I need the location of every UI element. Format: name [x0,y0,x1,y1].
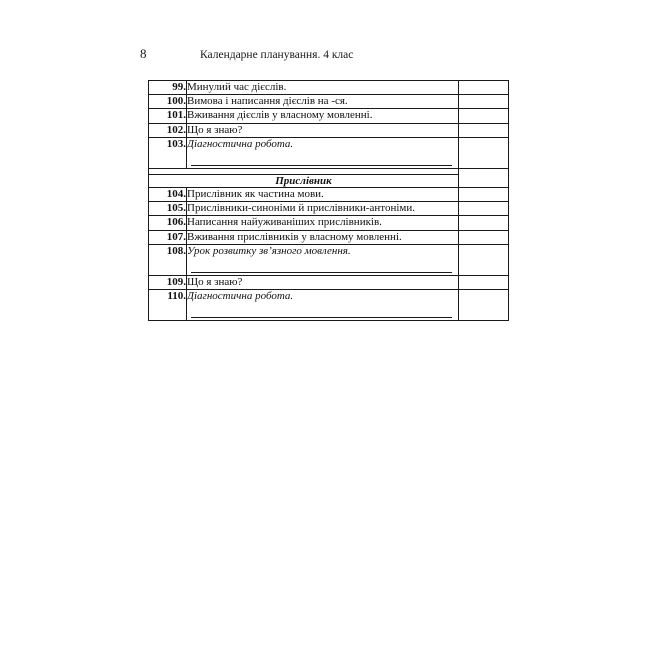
row-number: 104. [149,187,187,201]
row-topic-cell [187,290,459,321]
write-in-line [191,165,452,166]
row-number: 100. [149,95,187,109]
row-note [459,81,509,95]
row-number: 110. [149,290,187,321]
row-topic: Прислівник як частина мови. [187,187,459,201]
row-number: 102. [149,123,187,137]
row-note [459,230,509,244]
section-heading-note [459,174,509,187]
section-heading-row [149,174,509,187]
row-topic: Урок розвитку зв’язного мовлення. [187,244,351,257]
row-topic: Діагностична робота. [187,290,294,303]
page-header [140,46,510,64]
row-note [459,123,509,137]
table-row [149,187,509,201]
row-topic: Що я знаю? [187,123,459,137]
row-note [459,109,509,123]
row-topic: Вживання дієслів у власному мовленні. [187,109,459,123]
table-row [149,109,509,123]
table-row [149,137,509,168]
row-topic: Вимова і написання дієслів на -ся. [187,95,459,109]
row-number: 103. [149,137,187,168]
row-topic: Минулий час дієслів. [187,81,459,95]
write-in-line [191,272,452,273]
row-note [459,187,509,201]
row-number: 106. [149,216,187,230]
row-note [459,275,509,289]
table-row [149,81,509,95]
row-number: 105. [149,202,187,216]
row-note [459,95,509,109]
row-note [459,137,509,168]
row-topic: Діагностична робота. [187,137,294,150]
row-note [459,290,509,321]
page-number: 8 [140,46,147,61]
table-row [149,202,509,216]
row-number: 109. [149,275,187,289]
row-number: 99. [149,81,187,95]
row-topic-cell [187,244,459,275]
row-topic: Написання найуживаніших прислівників. [187,216,459,230]
row-topic: Прислівники-синоніми й прислівники-антоніми. [187,202,459,216]
table-row [149,123,509,137]
write-in-line [191,317,452,318]
table-row [149,244,509,275]
row-number: 108. [149,244,187,275]
table-row [149,95,509,109]
table-row [149,290,509,321]
table-body [149,81,509,321]
row-number: 107. [149,230,187,244]
row-note [459,202,509,216]
row-topic: Вживання прислівників у власному мовленні. [187,230,459,244]
row-topic-cell [187,137,459,168]
row-topic: Що я знаю? [187,275,459,289]
lesson-plan-table [148,80,509,321]
row-note [459,216,509,230]
table-row [149,216,509,230]
table-row [149,275,509,289]
running-head-title: Календарне планування. 4 клас [200,49,354,61]
row-note [459,244,509,275]
table-row [149,230,509,244]
row-number: 101. [149,109,187,123]
section-heading: Прислівник [149,174,459,187]
